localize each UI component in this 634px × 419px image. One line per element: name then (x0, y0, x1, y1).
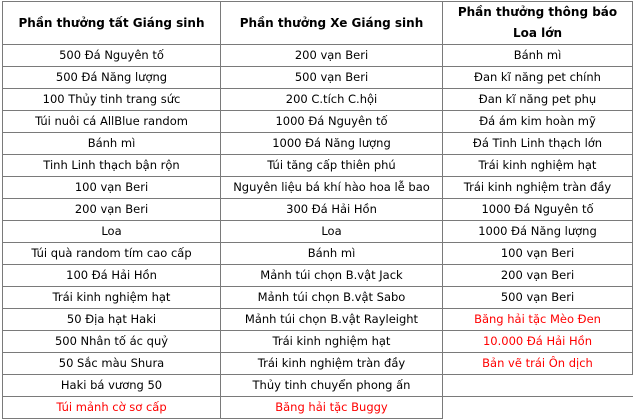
cell-loudspeaker (443, 375, 633, 397)
cell-socks: Túi mảnh cờ sơ cấp (3, 397, 221, 419)
cell-socks: 50 Sắc màu Shura (3, 353, 221, 375)
cell-loudspeaker: 1000 Đá Năng lượng (443, 221, 633, 243)
rewards-table (2, 1, 633, 419)
cell-loudspeaker: 10.000 Đá Hải Hồn (443, 331, 633, 353)
cell-loudspeaker: Băng hải tặc Mèo Đen (443, 309, 633, 331)
cell-socks: 100 Đá Hải Hồn (3, 265, 221, 287)
cell-loudspeaker: Bánh mì (443, 45, 633, 67)
cell-socks: Trái kinh nghiệm hạt (3, 287, 221, 309)
table-row (3, 287, 633, 309)
cell-loudspeaker: Đá Tinh Linh thạch lớn (443, 133, 633, 155)
cell-socks: Bánh mì (3, 133, 221, 155)
cell-socks: 500 Đá Năng lượng (3, 67, 221, 89)
header-loudspeaker: Phần thưởng thông báo Loa lớn (443, 2, 633, 45)
cell-loudspeaker: Đan kĩ năng pet phụ (443, 89, 633, 111)
table-row (3, 221, 633, 243)
header-christmas-socks: Phần thưởng tất Giáng sinh (3, 2, 221, 45)
cell-cart: Mảnh túi chọn B.vật Rayleight (221, 309, 443, 331)
cell-socks: Túi quà random tím cao cấp (3, 243, 221, 265)
table-row (3, 67, 633, 89)
table-row (3, 111, 633, 133)
table-row (3, 331, 633, 353)
table-row (3, 353, 633, 375)
cell-socks: Tinh Linh thạch bận rộn (3, 155, 221, 177)
cell-loudspeaker: Đan kĩ năng pet chính (443, 67, 633, 89)
table-row (3, 397, 633, 419)
cell-socks: 100 vạn Beri (3, 177, 221, 199)
table-row (3, 89, 633, 111)
table-row (3, 133, 633, 155)
cell-socks: Haki bá vương 50 (3, 375, 221, 397)
table-row (3, 177, 633, 199)
cell-socks: 50 Địa hạt Haki (3, 309, 221, 331)
table-row (3, 45, 633, 67)
header-row (3, 2, 633, 45)
cell-socks: 500 Đá Nguyên tố (3, 45, 221, 67)
cell-cart: Túi tăng cấp thiên phú (221, 155, 443, 177)
table-row (3, 265, 633, 287)
header-christmas-cart: Phần thưởng Xe Giáng sinh (221, 2, 443, 45)
cell-cart: 1000 Đá Năng lượng (221, 133, 443, 155)
cell-cart: Mảnh túi chọn B.vật Jack (221, 265, 443, 287)
table-body (3, 45, 633, 419)
cell-socks: 500 Nhân tố ác quỷ (3, 331, 221, 353)
cell-cart: Thủy tinh chuyển phong ấn (221, 375, 443, 397)
cell-cart: Loa (221, 221, 443, 243)
cell-socks: 100 Thủy tinh trang sức (3, 89, 221, 111)
cell-socks: Loa (3, 221, 221, 243)
table-row (3, 309, 633, 331)
cell-loudspeaker: 100 vạn Beri (443, 243, 633, 265)
cell-cart: 300 Đá Hải Hồn (221, 199, 443, 221)
cell-cart: Trái kinh nghiệm tràn đầy (221, 353, 443, 375)
cell-loudspeaker: 500 vạn Beri (443, 287, 633, 309)
cell-cart: 200 C.tích C.hội (221, 89, 443, 111)
cell-cart: Băng hải tặc Buggy (221, 397, 443, 419)
cell-loudspeaker: Trái kinh nghiệm hạt (443, 155, 633, 177)
cell-loudspeaker: Đá ám kim hoàn mỹ (443, 111, 633, 133)
table-row (3, 375, 633, 397)
cell-loudspeaker: Bản vẽ trái Ôn dịch (443, 353, 633, 375)
cell-cart: 200 vạn Beri (221, 45, 443, 67)
cell-socks: 200 vạn Beri (3, 199, 221, 221)
rewards-table-container (2, 1, 632, 419)
cell-socks: Túi nuôi cá AllBlue random (3, 111, 221, 133)
cell-cart: Nguyên liệu bá khí hào hoa lễ bao (221, 177, 443, 199)
cell-cart: 500 vạn Beri (221, 67, 443, 89)
cell-cart: Bánh mì (221, 243, 443, 265)
cell-cart: Mảnh túi chọn B.vật Sabo (221, 287, 443, 309)
cell-loudspeaker: 1000 Đá Nguyên tố (443, 199, 633, 221)
table-row (3, 199, 633, 221)
cell-loudspeaker: Trái kinh nghiệm tràn đầy (443, 177, 633, 199)
cell-cart: 1000 Đá Nguyên tố (221, 111, 443, 133)
cell-loudspeaker: 200 vạn Beri (443, 265, 633, 287)
table-row (3, 155, 633, 177)
table-row (3, 243, 633, 265)
cell-loudspeaker (443, 397, 633, 419)
cell-cart: Trái kinh nghiệm hạt (221, 331, 443, 353)
